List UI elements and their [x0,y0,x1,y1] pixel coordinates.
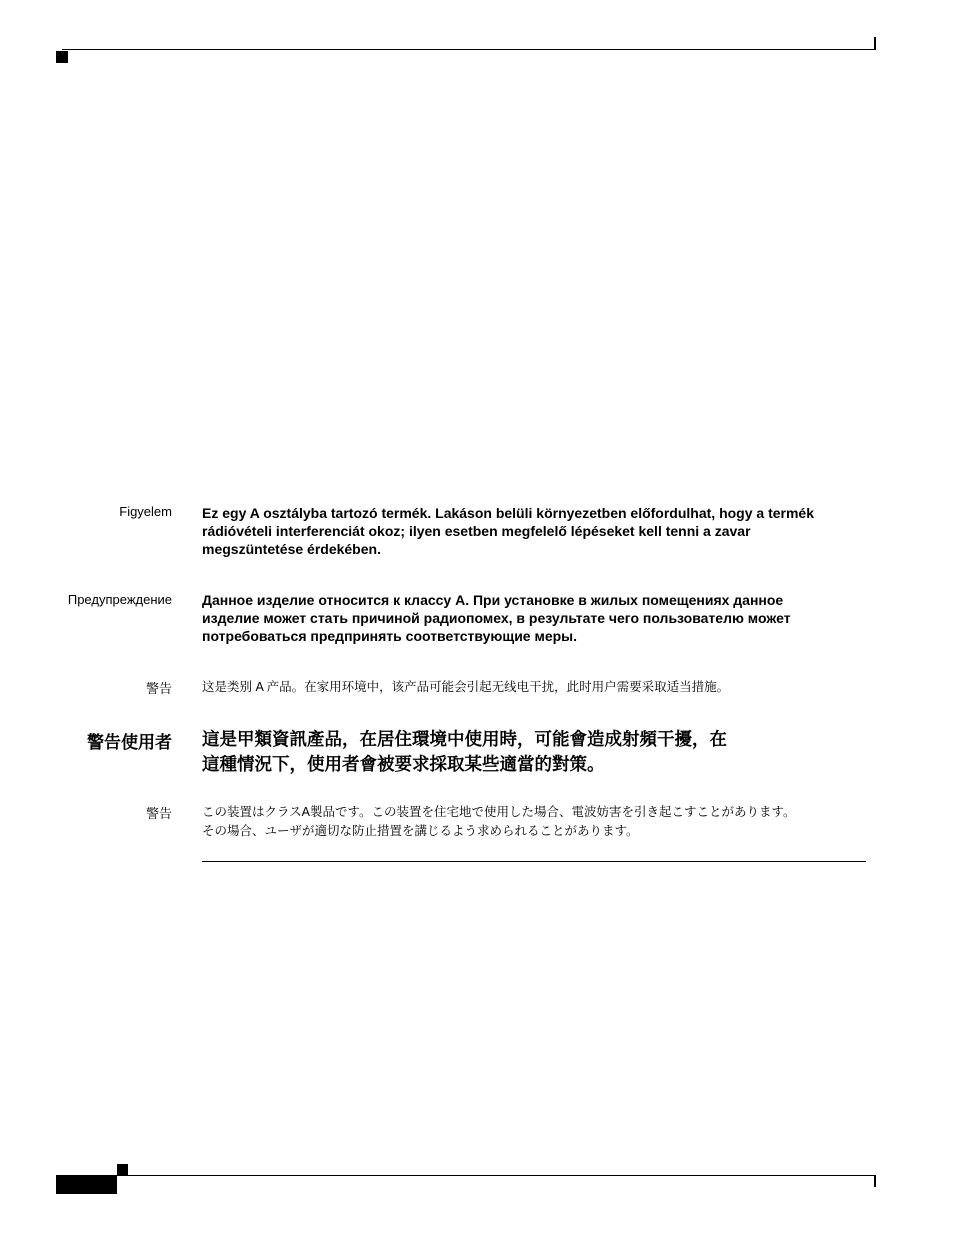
warning-label: Figyelem [119,504,172,519]
footer-marker [117,1164,128,1175]
warning-label: 警告 [145,681,172,696]
footer-tick [874,1175,876,1187]
warning-line: この装置はクラスA製品です。この装置を住宅地で使用した場合、電波妨害を引き起こすことがあります。 [202,805,796,819]
warning-text [202,504,867,558]
warning-line: その場合、ユーザが適切な防止措置を講じるよう求められることがあります。 [202,824,639,838]
warning-line: изделие может стать причиной радиопомех, в результате чего пользователю может [202,610,791,626]
warning-label: Предупреждение [67,592,172,607]
warning-text [202,727,802,777]
header-rule [62,49,875,50]
warning-text [202,591,867,645]
warning-line: 这是类别 A 产品。在家用环境中，该产品可能会引起无线电干扰，此时用户需要采取适当措施。 [202,680,730,694]
warning-line: 這種情況下，使用者會被要求採取某些適當的對策。 [202,754,605,774]
warning-line: rádióvételi interferenciát okoz; ilyen esetben megfelelő lépéseket kell tenni a zavar [202,523,751,539]
footer-page-tab [56,1175,117,1194]
warning-line: Данное изделие относится к классу А. При установке в жилых помещениях данное [202,592,784,608]
warning-line: 這是甲類資訊產品，在居住環境中使用時，可能會造成射頻干擾，在 [202,729,727,749]
warning-line: megszüntetése érdekében. [202,541,381,557]
warning-text [202,803,872,841]
warning-label: 警告 [145,806,172,821]
warning-label: 警告使用者 [87,733,172,752]
section-end-rule [202,861,866,862]
header-marker [56,51,68,63]
footer-rule [117,1175,875,1176]
header-tick [874,37,876,50]
warning-line: Ez egy A osztályba tartozó termék. Lakáson belüli környezetben előfordulhat, hogy a termék [202,505,815,521]
warning-line: потребоваться предпринять соответствующие меры. [202,628,578,644]
warning-text [202,678,867,697]
